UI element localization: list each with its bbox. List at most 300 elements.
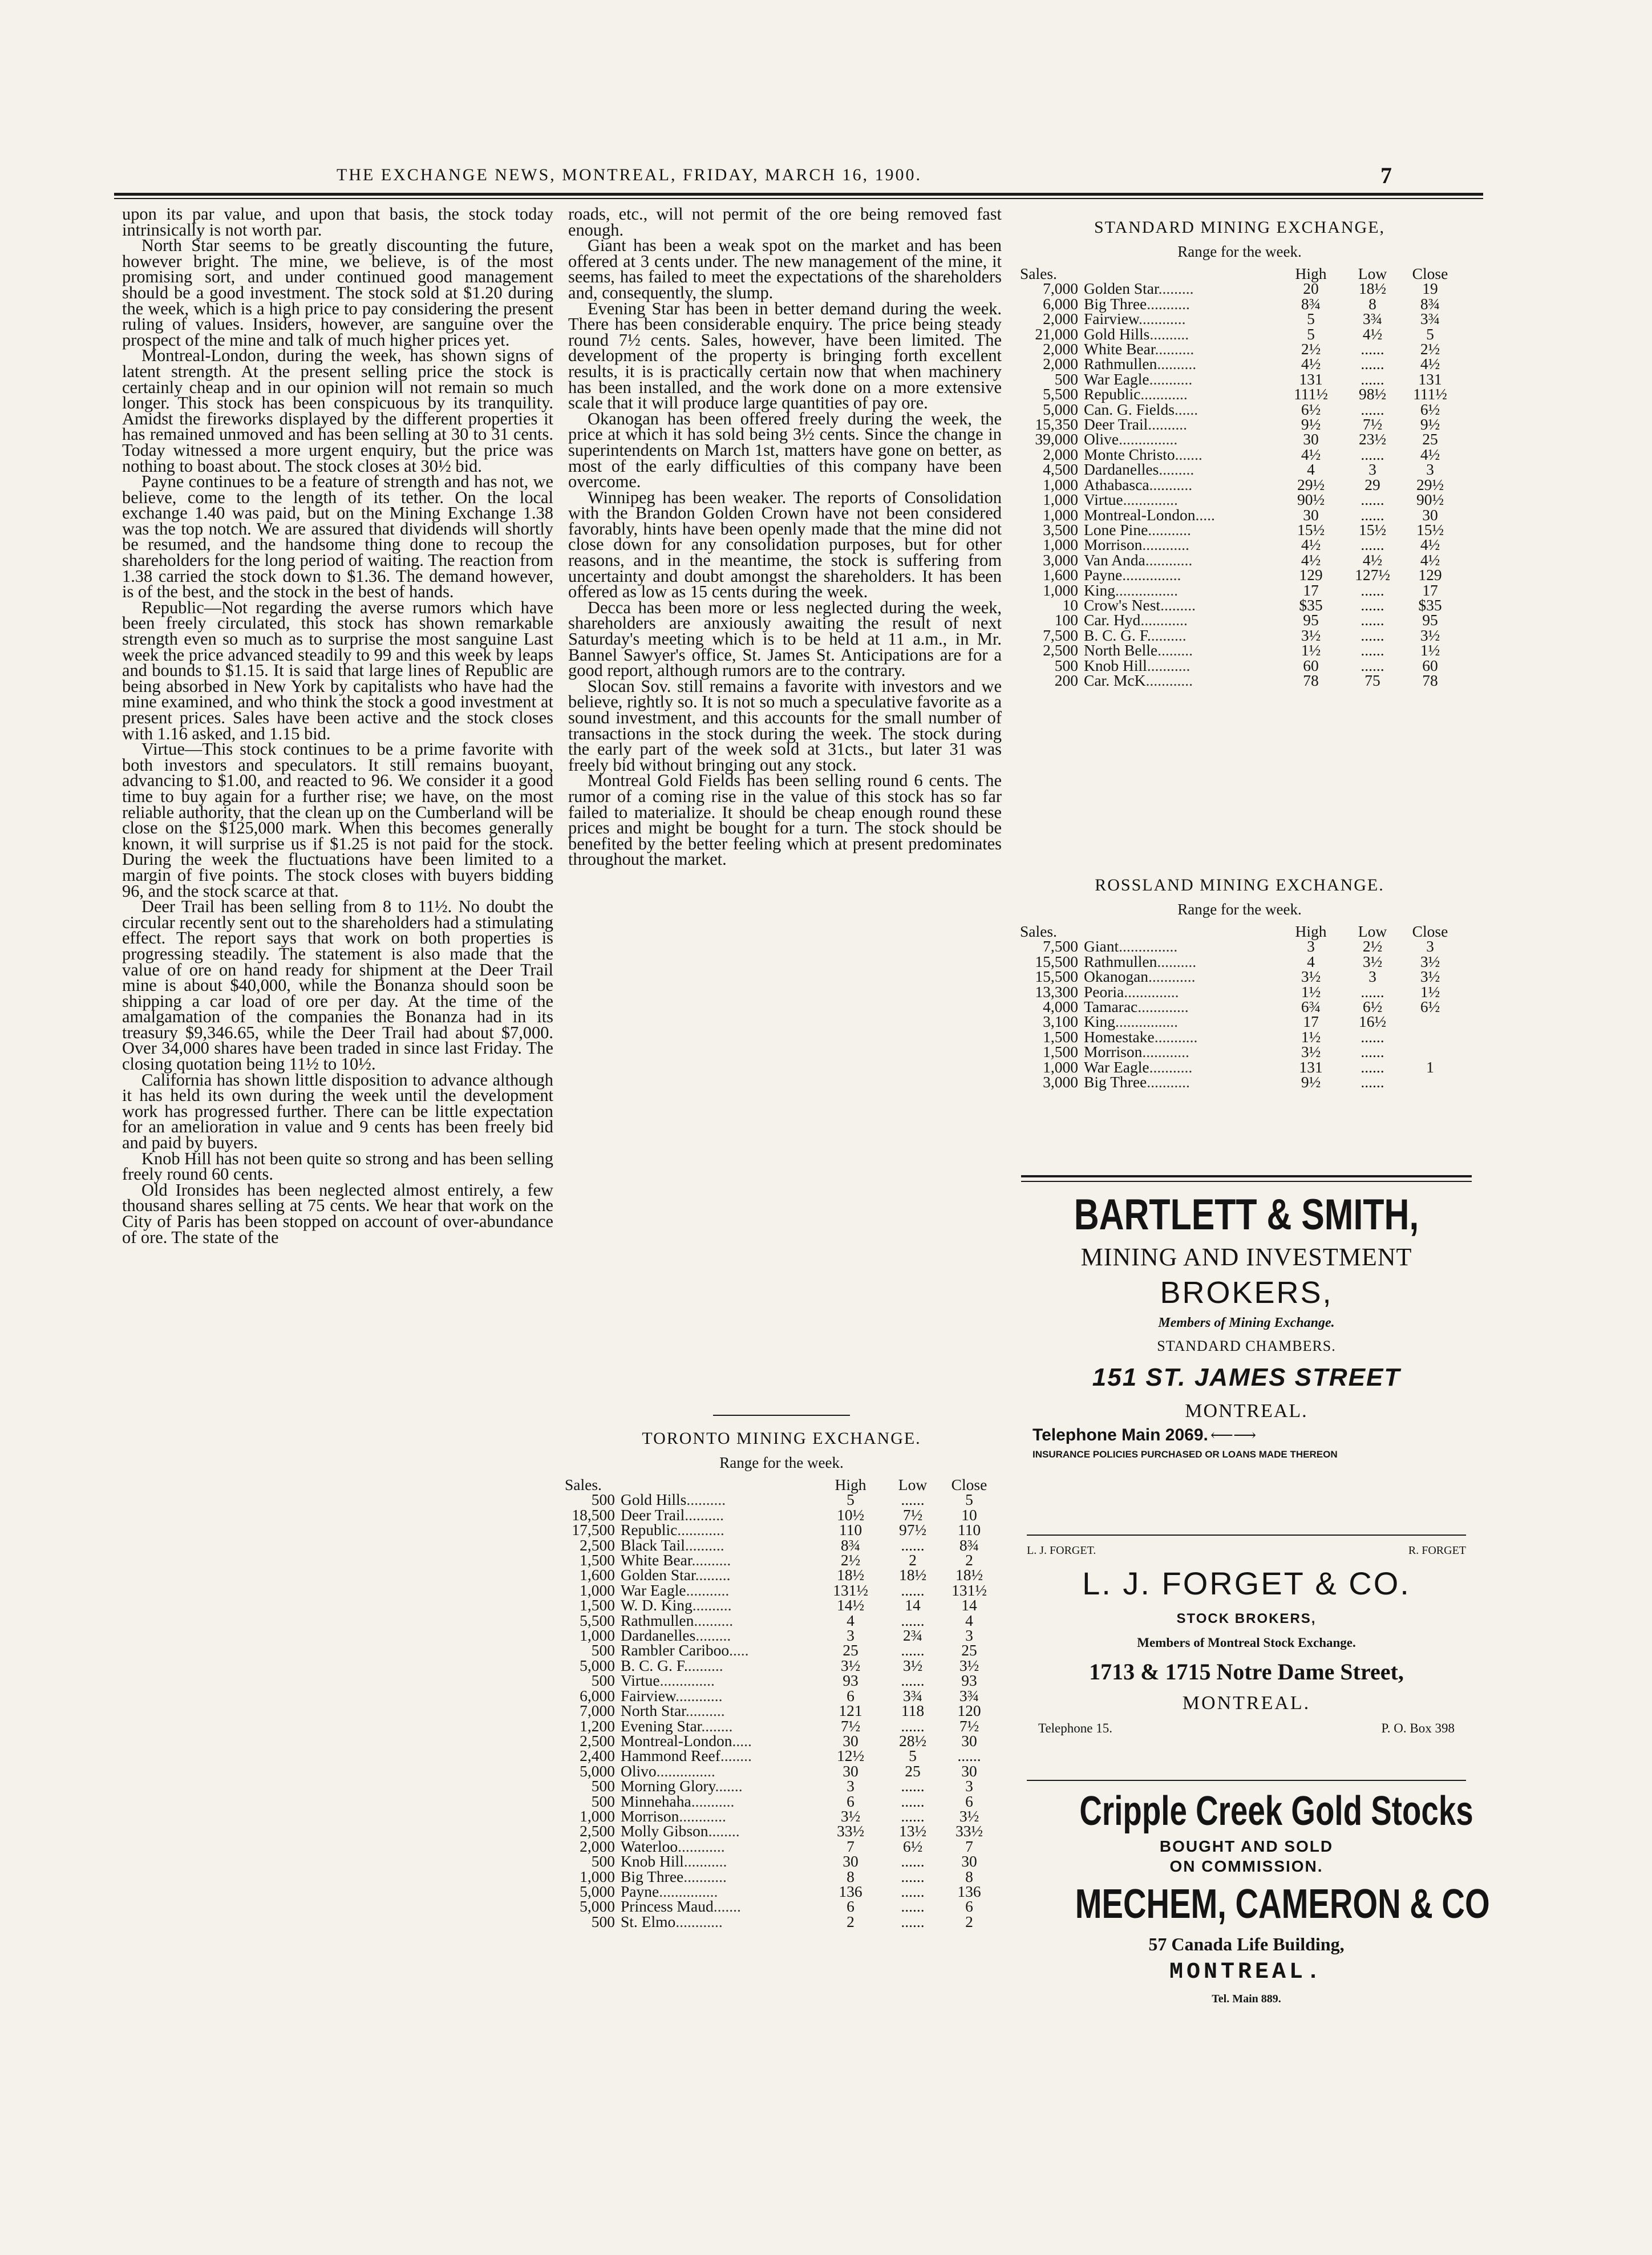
close-cell: 6 <box>965 1897 973 1916</box>
close-cell: 3 <box>965 1626 973 1645</box>
sales-cell: 2,400 <box>580 1747 615 1765</box>
low-cell: ...... <box>1361 370 1384 388</box>
high-cell: 131 <box>1299 370 1323 388</box>
close-cell: 30 <box>961 1731 977 1750</box>
close-cell: 15½ <box>1416 520 1444 539</box>
sales-cell: 1,000 <box>580 1626 615 1645</box>
stock-name-cell: Republic............ <box>621 1521 724 1539</box>
dot-leader: ........ <box>708 1822 740 1840</box>
close-cell <box>1401 1044 1459 1059</box>
column-header: Sales. <box>1020 265 1057 282</box>
high-cell: 93 <box>843 1671 859 1690</box>
high-cell: 30 <box>843 1852 859 1871</box>
sales-cell: 21,000 <box>1035 325 1078 343</box>
sales-cell: 1,000 <box>1043 1058 1078 1076</box>
table-row <box>565 1703 998 1718</box>
article-paragraph: Montreal-London, during the week, has shown signs of latent strength. At the present selling price the stock is certainly cheap and in our opinion will not remain so much longer. This stock has been conspicuous by its tranquility. Amidst the fireworks displayed by the different properties it has remained unmoved and has been selling at 30 to 31 cents. Today witnessed a more urgent enquiry, but the price was nothing to boast about. The stock closes at 30½ bid. <box>122 346 553 476</box>
close-cell: 18½ <box>955 1566 983 1584</box>
stock-name-cell: Fairview............ <box>1084 310 1186 328</box>
close-cell: 3 <box>1426 460 1434 479</box>
dot-leader: ........... <box>1149 475 1193 493</box>
dot-leader: ........... <box>1149 370 1193 388</box>
sales-cell: 7,500 <box>1043 626 1078 644</box>
table-row <box>1020 643 1459 658</box>
stock-name-cell: Gold Hills.......... <box>621 1491 726 1509</box>
low-cell: 98½ <box>1358 385 1387 403</box>
stock-name-cell: Payne............... <box>1084 566 1181 584</box>
dot-leader: ..... <box>729 1641 749 1659</box>
stock-name-cell: Virtue.............. <box>621 1671 715 1690</box>
dot-leader: ........... <box>683 1867 727 1885</box>
low-cell: ...... <box>901 1671 925 1690</box>
low-cell: ...... <box>901 1611 925 1629</box>
mechem-headline: Cripple Creek Gold Stocks <box>1079 1788 1473 1834</box>
stock-name-cell: Fairview............ <box>621 1686 723 1705</box>
bartlett-smith-ad <box>1021 1189 1472 1464</box>
high-cell: $35 <box>1299 596 1323 614</box>
stock-name-cell: B. C. G. F.......... <box>621 1656 723 1674</box>
mechem-line1: BOUGHT AND SOLD <box>1159 1837 1334 1855</box>
stock-name-cell: Hammond Reef........ <box>621 1747 752 1765</box>
dot-leader: ............ <box>675 1686 723 1705</box>
high-cell: 6 <box>847 1792 855 1810</box>
sales-cell: 2,000 <box>1043 340 1078 358</box>
dot-leader: ............... <box>1119 430 1178 448</box>
close-cell: 8¾ <box>1420 294 1440 313</box>
high-cell: 7½ <box>840 1716 861 1735</box>
high-cell: 9½ <box>1301 1073 1321 1091</box>
article-paragraph: roads, etc., will not permit of the ore being removed fast enough. <box>568 204 1002 240</box>
forget-partners <box>1027 1540 1466 1561</box>
sales-cell: 500 <box>591 1671 615 1690</box>
dot-leader: ............ <box>677 1521 724 1539</box>
toronto-subtitle: Range for the week. <box>719 1454 844 1471</box>
low-cell: ...... <box>1361 505 1384 524</box>
stock-name-cell: Montreal-London..... <box>1084 505 1215 524</box>
sales-cell: 17,500 <box>572 1521 615 1539</box>
stock-name-cell: Rathmullen.......... <box>1084 952 1197 970</box>
close-cell: 30 <box>961 1762 977 1780</box>
low-cell: ...... <box>1361 626 1384 644</box>
stock-name-cell: Tamarac............. <box>1084 998 1189 1016</box>
table-row <box>565 1794 998 1809</box>
sales-cell: 5,000 <box>1043 400 1078 418</box>
high-cell: 3½ <box>1301 1043 1321 1061</box>
dot-leader: ......... <box>1159 460 1195 479</box>
high-cell: 111½ <box>1294 385 1328 403</box>
close-cell: 60 <box>1422 656 1438 674</box>
high-cell: 30 <box>843 1731 859 1750</box>
low-cell: 5 <box>909 1747 917 1765</box>
dot-leader: ................ <box>1115 581 1178 599</box>
low-cell: ...... <box>901 1852 925 1871</box>
low-cell: 29 <box>1364 475 1380 493</box>
stock-name-cell: Big Three........... <box>1084 1073 1190 1091</box>
dot-leader: ......... <box>1151 626 1187 644</box>
close-cell <box>1401 1075 1459 1090</box>
dot-leader: .......... <box>1157 355 1197 373</box>
close-cell: 6½ <box>1420 400 1440 418</box>
sales-cell: 500 <box>591 1491 615 1509</box>
high-cell: 5 <box>1307 310 1315 328</box>
high-cell: 3 <box>847 1777 855 1795</box>
low-cell: ...... <box>901 1641 925 1659</box>
high-cell: 4½ <box>1301 445 1321 463</box>
column-header: Low <box>1358 265 1387 282</box>
high-cell: 8 <box>847 1867 855 1885</box>
sales-cell: 1,200 <box>580 1716 615 1735</box>
sales-cell: 5,000 <box>580 1762 615 1780</box>
stock-name-cell: Golden Star......... <box>1084 280 1194 298</box>
close-cell: 19 <box>1422 280 1438 298</box>
high-cell: 25 <box>843 1641 859 1659</box>
sales-cell: 3,000 <box>1043 1073 1078 1091</box>
high-cell: 8¾ <box>840 1536 861 1554</box>
table-row <box>1020 462 1459 477</box>
standard-title: STANDARD MINING EXCHANGE, <box>1094 218 1386 237</box>
low-cell: ...... <box>901 1792 925 1810</box>
dot-leader: ..... <box>732 1731 752 1750</box>
dot-leader: .......... <box>685 1536 724 1554</box>
article-paragraph: North Star seems to be greatly discounting the future, however bright. The mine, we believe, is of the most promising sort, and under continued good management should be a good investment. The stock sold at $1.20 during the week, which is a high price to pay considering the present ruling of values. Insiders, however, are sanguine over the prospect of the mine and talk of much higher prices yet. <box>122 236 553 350</box>
low-cell: 2 <box>909 1551 917 1569</box>
dot-leader: ........ <box>720 1747 752 1765</box>
sales-cell: 2,000 <box>1043 445 1078 463</box>
dot-leader: ........... <box>1154 1027 1198 1046</box>
column-header: Low <box>1358 922 1387 940</box>
column-header: Close <box>951 1476 987 1493</box>
dot-leader: .............. <box>1124 982 1179 1001</box>
close-cell: 111½ <box>1413 385 1447 403</box>
close-cell: $35 <box>1418 596 1442 614</box>
column-header: High <box>1295 265 1327 282</box>
high-cell: 7 <box>847 1837 855 1855</box>
page-header <box>308 165 1392 188</box>
high-cell: 6 <box>847 1686 855 1705</box>
low-cell: ...... <box>1361 1027 1384 1046</box>
stock-name-cell: Can. G. Fields...... <box>1084 400 1198 418</box>
high-cell: 5 <box>847 1491 855 1509</box>
stock-name-cell: Olivo............... <box>621 1762 715 1780</box>
table-row <box>1020 492 1459 507</box>
low-cell: 127½ <box>1355 566 1390 584</box>
high-cell: 17 <box>1303 581 1319 599</box>
sales-cell: 7,500 <box>1043 937 1078 956</box>
dot-leader: ............... <box>1119 937 1178 956</box>
dot-leader: ............ <box>1138 310 1186 328</box>
column-divider <box>713 1415 850 1416</box>
stock-name-cell: Knob Hill........... <box>1084 656 1191 674</box>
column-header: High <box>835 1476 867 1493</box>
table-row <box>1020 613 1459 627</box>
dot-leader: ............... <box>659 1882 718 1900</box>
stock-name-cell: North Star.......... <box>621 1702 725 1720</box>
low-cell: 18½ <box>1358 280 1387 298</box>
close-cell: 3½ <box>959 1807 979 1825</box>
stock-name-cell: Van Anda............ <box>1084 550 1193 569</box>
close-cell: 5 <box>965 1491 973 1509</box>
bartlett-insurance: INSURANCE POLICIES PURCHASED OR LOANS MADE THEREON <box>1032 1449 1338 1460</box>
low-cell: 25 <box>905 1762 921 1780</box>
column-header: Low <box>898 1476 928 1493</box>
high-cell: 12½ <box>836 1747 865 1765</box>
bartlett-telephone-row <box>1021 1426 1472 1445</box>
low-cell: ...... <box>1361 1073 1384 1091</box>
column-header: High <box>1295 922 1327 940</box>
sales-cell: 5,500 <box>580 1611 615 1629</box>
table-row <box>565 1899 998 1914</box>
forget-partner-right: R. FORGET <box>1408 1544 1466 1557</box>
stock-name-cell: Gold Hills.......... <box>1084 325 1189 343</box>
low-cell: 2½ <box>1362 937 1383 956</box>
article-paragraph: Old Ironsides has been neglected almost entirely, a few thousand shares selling at 75 cents. We hear that work on the City of Paris has been stopped on account of over-abundance of ore. The state of the <box>122 1180 553 1247</box>
rossland-subtitle: Range for the week. <box>1177 901 1302 918</box>
stock-name-cell: Morning Glory....... <box>621 1777 743 1795</box>
low-cell: ...... <box>1361 355 1384 373</box>
table-row <box>1020 969 1459 984</box>
low-cell: ...... <box>1361 611 1384 629</box>
sales-cell: 1,000 <box>1043 505 1078 524</box>
bartlett-telephone: Telephone Main 2069. <box>1032 1426 1208 1444</box>
dot-leader: ............ <box>1145 550 1193 569</box>
sales-cell: 500 <box>591 1852 615 1871</box>
stock-name-cell: Okanogan............ <box>1084 967 1196 986</box>
forget-contact <box>1027 1717 1466 1740</box>
table-row <box>565 1824 998 1839</box>
table-row <box>1020 281 1459 296</box>
low-cell: ...... <box>1361 641 1384 659</box>
stock-name-cell: Evening Star........ <box>621 1716 733 1735</box>
high-cell: 30 <box>1303 505 1319 524</box>
low-cell: 3 <box>1368 967 1376 986</box>
close-cell: 6 <box>965 1792 973 1810</box>
table-row <box>1020 1014 1459 1029</box>
dot-leader: .......... <box>691 1551 731 1569</box>
low-cell: ...... <box>1361 536 1384 554</box>
stock-name-cell: Dardanelles......... <box>621 1626 731 1645</box>
close-cell <box>1401 1014 1459 1029</box>
sales-cell: 5,000 <box>580 1656 615 1674</box>
table-row <box>1020 568 1459 582</box>
low-cell: ...... <box>901 1807 925 1825</box>
low-cell: 2¾ <box>902 1626 923 1645</box>
close-cell: 3½ <box>1420 952 1440 970</box>
high-cell: 4 <box>1307 952 1315 970</box>
close-cell: 30 <box>1422 505 1438 524</box>
high-cell: 3½ <box>1301 626 1321 644</box>
low-cell: 16½ <box>1358 1013 1387 1031</box>
dot-leader: .............. <box>659 1671 715 1690</box>
low-cell: 4½ <box>1362 325 1383 343</box>
standard-subtitle: Range for the week. <box>1177 243 1302 260</box>
high-cell: 9½ <box>1301 415 1321 434</box>
dot-leader: .......... <box>1148 415 1188 434</box>
close-cell: 5 <box>1426 325 1434 343</box>
bartlett-city: MONTREAL. <box>1185 1400 1308 1422</box>
low-cell: ...... <box>901 1912 925 1930</box>
article-paragraph: Payne continues to be a feature of strength and has not, we believe, come to the length of its tether. On the local exchange 1.40 was paid, but on the Mining Exchange 1.38 was the top notch. We are assured that dividends will shortly be resumed, and the handsome thing done to recoup the shareholders for the long period of waiting. The reaction from 1.38 carried the stock down to $1.36. The demand however, is of the best, and the stock in the best of hands. <box>122 472 553 602</box>
table-row <box>565 1719 998 1734</box>
article-paragraph: California has shown little disposition to advance although it has held its own during the week until the development work has progressed further. There can be little expectation for an amelioration in value and 9 cents has been freely bid and paid by buyers. <box>122 1070 553 1153</box>
rossland-table <box>1020 924 1459 1090</box>
high-cell: 95 <box>1303 611 1319 629</box>
dot-leader: ......... <box>1158 280 1194 298</box>
high-cell: 2½ <box>840 1551 861 1569</box>
close-cell: 2½ <box>1420 340 1440 358</box>
sales-cell: 5,500 <box>1043 385 1078 403</box>
bartlett-chambers: STANDARD CHAMBERS. <box>1157 1338 1336 1354</box>
high-cell: 6 <box>847 1897 855 1916</box>
high-cell: 6¾ <box>1301 998 1321 1016</box>
rossland-exchange <box>1020 876 1459 1090</box>
article-paragraph: Deer Trail has been selling from 8 to 11½. No doubt the circular recently sent out to the shareholders had a stimulating effect. The report says that work on both properties is progressing steadily. The statement is also made that the value of ore on hand ready for shipment at the Deer Trail mine is about $40,000, while the Bonanza should soon be shipping a car load of ore per day. At the time of the amalgamation of the companies the Bonanza had in its treasury $9,346.65, while the Deer Trail had about $7,000. Over 34,000 shares have been traded in since last Friday. The closing quotation being 11½ to 10½. <box>122 897 553 1074</box>
article-paragraph: upon its par value, and upon that basis, the stock today intrinsically is not worth par. <box>122 204 553 240</box>
table-row <box>565 1598 998 1613</box>
high-cell: 20 <box>1303 280 1319 298</box>
table-row <box>565 1748 998 1763</box>
close-cell: 29½ <box>1416 475 1444 493</box>
sales-cell: 500 <box>591 1641 615 1659</box>
sales-cell: 1,500 <box>580 1596 615 1614</box>
low-cell: ...... <box>901 1777 925 1795</box>
table-row <box>1020 508 1459 523</box>
stock-name-cell: War Eagle........... <box>1084 1058 1193 1076</box>
dot-leader: ......... <box>1157 641 1193 659</box>
stock-name-cell: Peoria.............. <box>1084 982 1179 1001</box>
low-cell: 3¾ <box>1362 310 1383 328</box>
low-cell: ...... <box>901 1491 925 1509</box>
stock-name-cell: Rambler Cariboo..... <box>621 1641 749 1659</box>
low-cell: ...... <box>1361 445 1384 463</box>
dot-leader: ....... <box>1175 445 1202 463</box>
ads-rule-thin <box>1021 1181 1472 1182</box>
stock-name-cell: White Bear.......... <box>621 1551 731 1569</box>
sales-cell: 13,300 <box>1035 982 1078 1001</box>
stock-name-cell: White Bear.......... <box>1084 340 1195 358</box>
low-cell: 3 <box>1368 460 1376 479</box>
sales-cell: 1,600 <box>580 1566 615 1584</box>
high-cell: 14½ <box>836 1596 865 1614</box>
dot-leader: ........... <box>1147 294 1190 313</box>
stock-name-cell: Car. McK............ <box>1084 671 1193 689</box>
close-cell: 8¾ <box>959 1536 979 1554</box>
low-cell: 18½ <box>898 1566 927 1584</box>
high-cell: 110 <box>839 1521 863 1539</box>
low-cell: ...... <box>1361 1043 1384 1061</box>
high-cell: 2 <box>847 1912 855 1930</box>
high-cell: 90½ <box>1297 491 1325 509</box>
close-cell: 4½ <box>1420 550 1440 569</box>
table-row <box>1020 658 1459 673</box>
high-cell: 1½ <box>1301 641 1321 659</box>
sales-cell: 500 <box>591 1777 615 1795</box>
column-header: Close <box>1412 265 1448 282</box>
high-cell: 1½ <box>1301 982 1321 1001</box>
close-cell: 3½ <box>959 1656 979 1674</box>
sales-cell: 1,000 <box>1043 581 1078 599</box>
high-cell: 129 <box>1299 566 1323 584</box>
low-cell: 15½ <box>1358 520 1387 539</box>
sales-cell: 1,000 <box>580 1807 615 1825</box>
high-cell: 3 <box>847 1626 855 1645</box>
low-cell: ...... <box>901 1882 925 1900</box>
low-cell: 4½ <box>1362 550 1383 569</box>
high-cell: 29½ <box>1297 475 1325 493</box>
low-cell: 23½ <box>1358 430 1387 448</box>
dot-leader: ............ <box>675 1912 723 1930</box>
low-cell: ...... <box>901 1867 925 1885</box>
close-cell: 1½ <box>1420 982 1440 1001</box>
close-cell: 10 <box>961 1505 977 1524</box>
high-cell: 3½ <box>840 1656 861 1674</box>
dot-leader: .......... <box>686 1491 726 1509</box>
dot-leader: ............ <box>1142 536 1189 554</box>
mechem-city: MONTREAL. <box>1169 1960 1324 1985</box>
low-cell: 8 <box>1368 294 1376 313</box>
standard-table <box>1020 266 1459 688</box>
forget-ad <box>1027 1540 1466 1740</box>
low-cell: 7½ <box>1362 415 1383 434</box>
sales-cell: 7,000 <box>1043 280 1078 298</box>
sales-cell: 1,000 <box>1043 475 1078 493</box>
stock-name-cell: Payne............... <box>621 1882 718 1900</box>
high-cell: 6½ <box>1301 400 1321 418</box>
high-cell: 1½ <box>1301 1027 1321 1046</box>
low-cell: ...... <box>1361 400 1384 418</box>
sales-cell: 1,500 <box>580 1551 615 1569</box>
close-cell: 1 <box>1426 1058 1434 1076</box>
close-cell: 4½ <box>1420 536 1440 554</box>
stock-name-cell: Morrison............ <box>1084 536 1189 554</box>
dot-leader: .......... <box>694 1611 734 1629</box>
close-cell: 4½ <box>1420 355 1440 373</box>
low-cell: ...... <box>1361 656 1384 674</box>
article-paragraph: Decca has been more or less neglected during the week, shareholders are anxiously awaiting the result of next Saturday's meeting which is to be held at 11 a.m., in Mr. Bannel Sawyer's office, St. James St. Anticipations are for a good report, although rumors are to the contrary. <box>568 597 1002 681</box>
dot-leader: .......... <box>1157 952 1197 970</box>
dot-leader: .......... <box>1155 340 1195 358</box>
article-paragraph: Winnipeg has been weaker. The reports of Consolidation with the Brandon Golden Crown have not been considered favorably, hints have been openly made that the mine did not close down for any consolidation purposes, but for other reasons, and in the meantime, the stock is suffering from uncertainty and doubt amongst the shareholders. It has been offered as low as 15 cents during the week. <box>568 487 1002 602</box>
close-cell: 4½ <box>1420 445 1440 463</box>
high-cell: 30 <box>843 1762 859 1780</box>
sales-cell: 1,600 <box>1043 566 1078 584</box>
low-cell: 14 <box>905 1596 921 1614</box>
close-cell: 131½ <box>951 1581 987 1599</box>
sales-cell: 500 <box>591 1792 615 1810</box>
high-cell: 15½ <box>1297 520 1325 539</box>
sales-cell: 2,500 <box>1043 641 1078 659</box>
dot-leader: ...... <box>1174 400 1198 418</box>
low-cell: 118 <box>901 1702 925 1720</box>
table-row <box>1020 387 1459 402</box>
dot-leader: ............ <box>1140 611 1188 629</box>
mechem-line2: ON COMMISSION. <box>1169 1857 1323 1875</box>
bartlett-name: BARTLETT & SMITH, <box>1074 1191 1419 1239</box>
stock-name-cell: Montreal-London..... <box>621 1731 752 1750</box>
close-cell <box>1401 1030 1459 1044</box>
table-row <box>565 1914 998 1929</box>
stock-name-cell: Deer Trail.......... <box>621 1505 724 1524</box>
dot-leader: ........... <box>1147 1073 1190 1091</box>
sales-cell: 500 <box>1054 370 1078 388</box>
close-cell: 3 <box>1426 937 1434 956</box>
low-cell: ...... <box>1361 982 1384 1001</box>
sales-cell: 4,500 <box>1043 460 1078 479</box>
sales-cell: 6,000 <box>580 1686 615 1705</box>
forget-box: P. O. Box 398 <box>1381 1721 1455 1735</box>
stock-name-cell: Golden Star......... <box>621 1566 731 1584</box>
bartlett-line2: BROKERS, <box>1160 1276 1333 1310</box>
sales-cell: 3,000 <box>1043 550 1078 569</box>
